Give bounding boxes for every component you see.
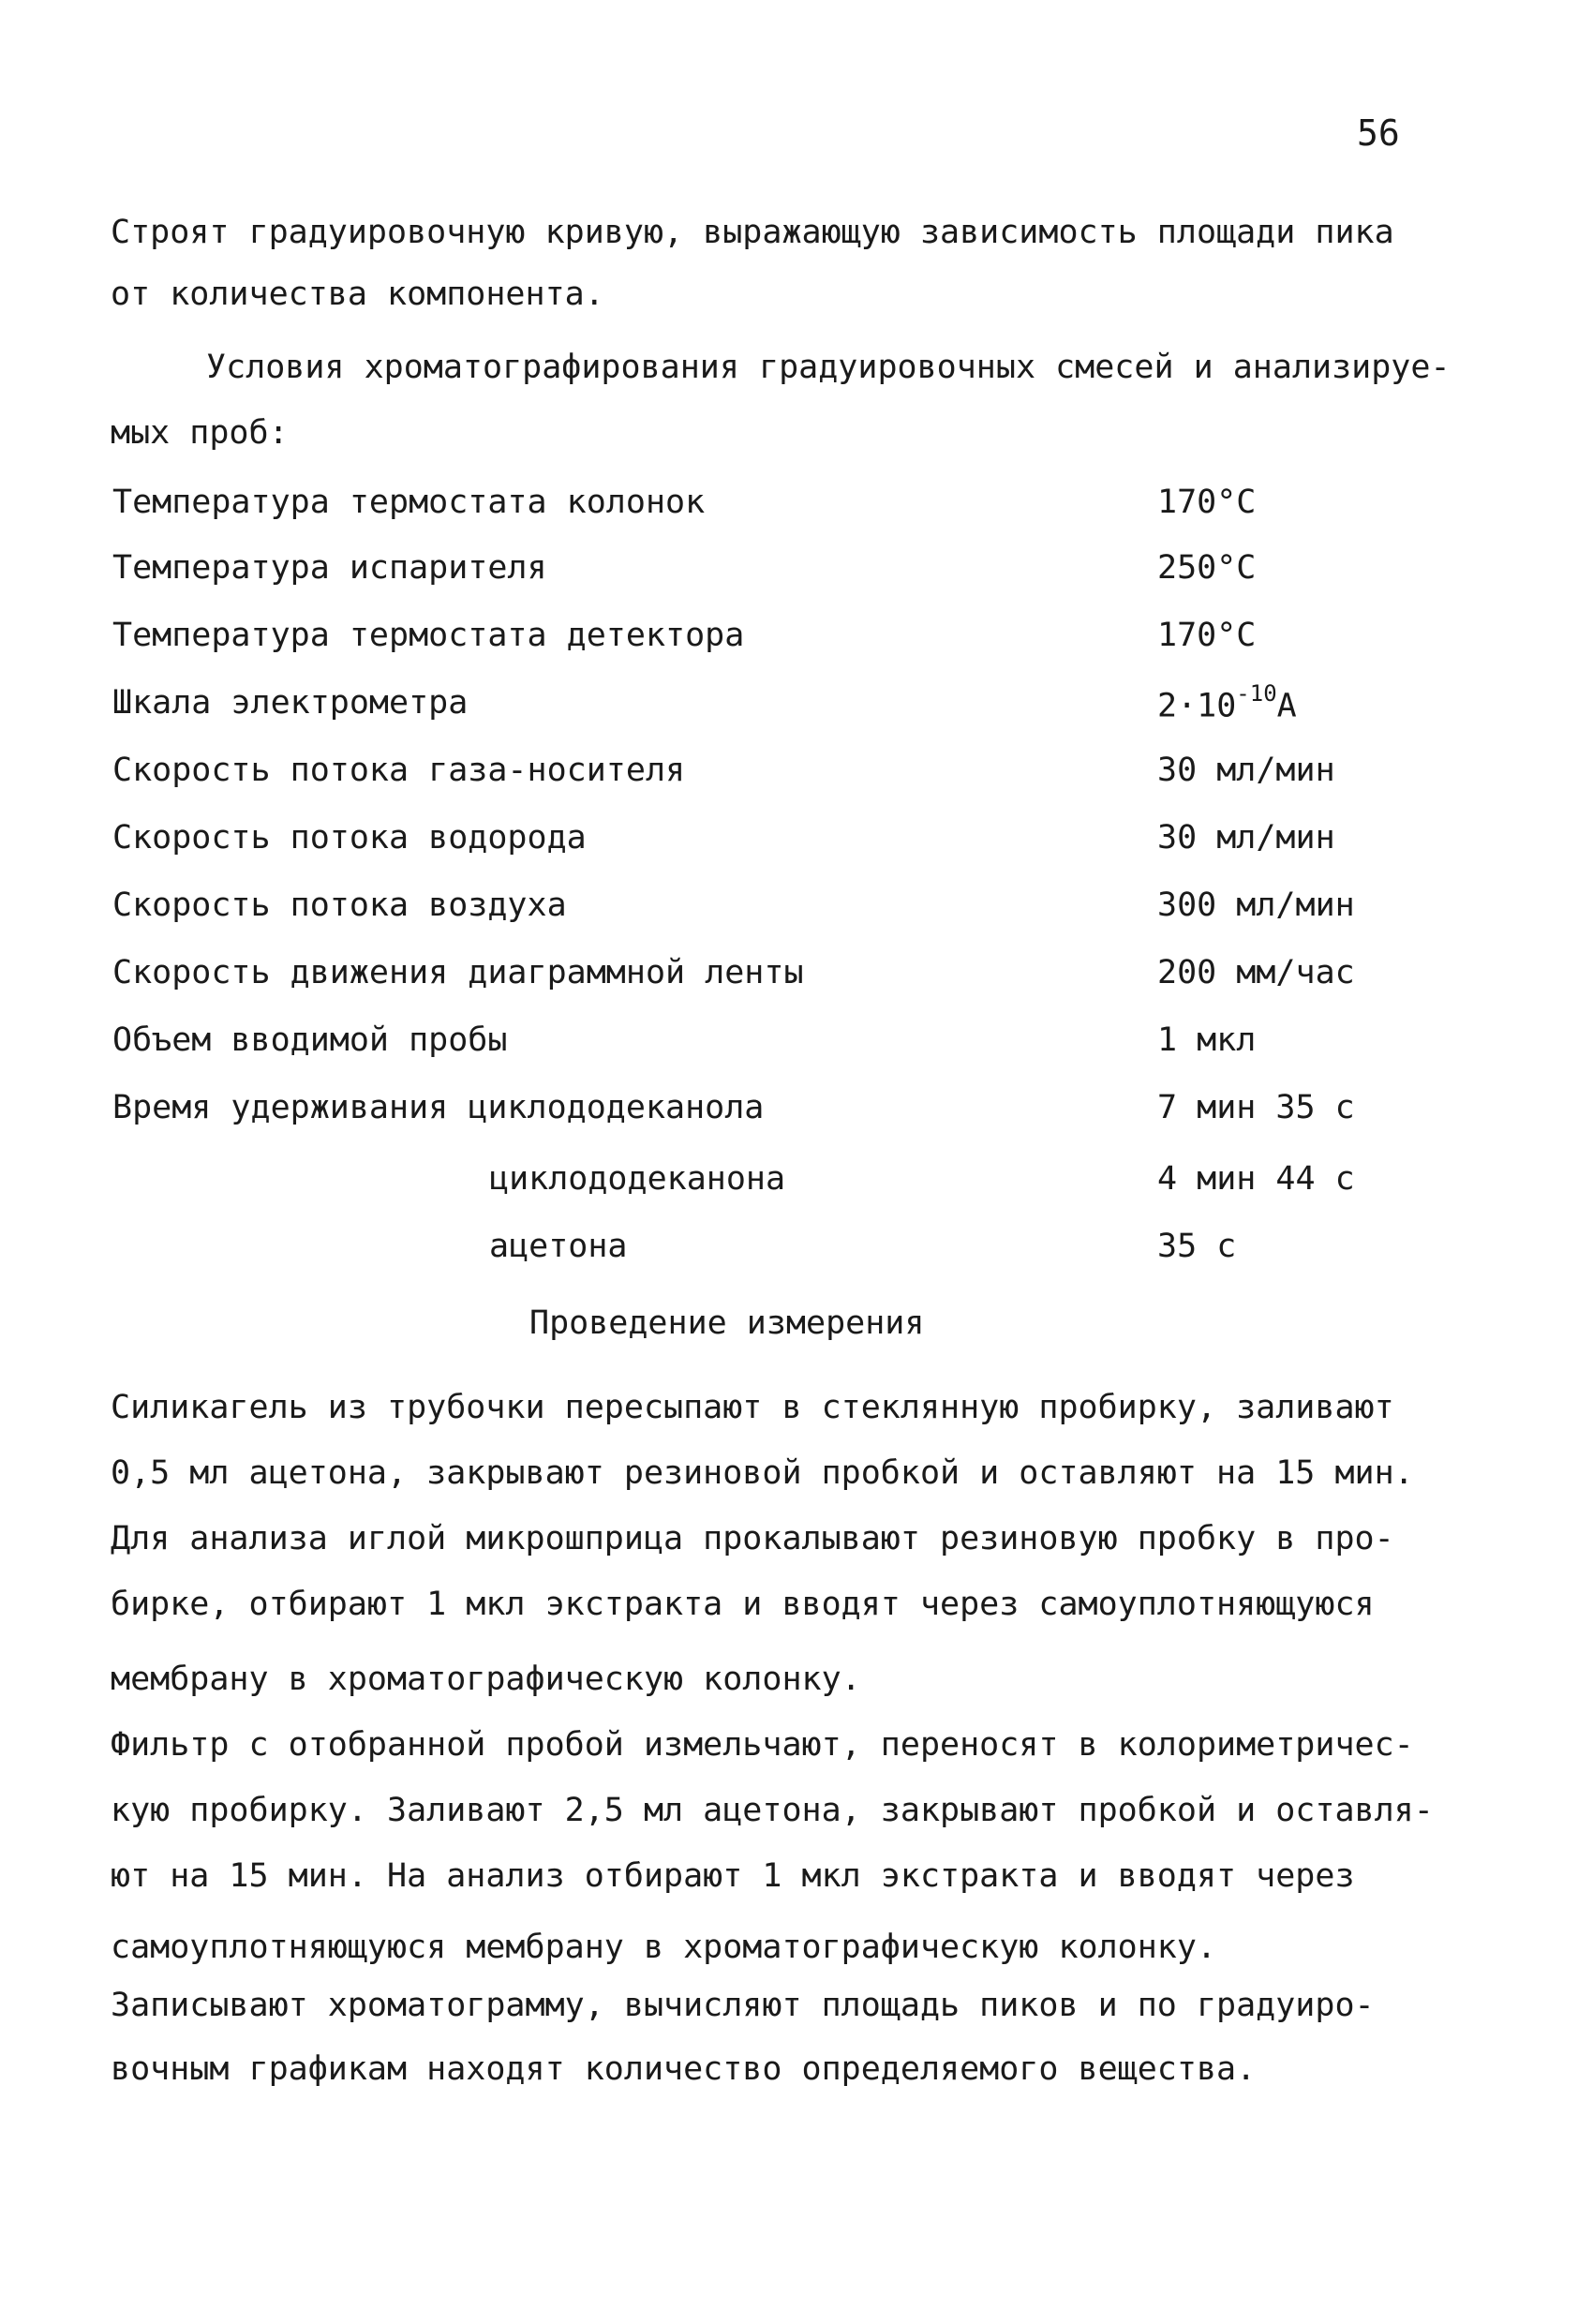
- condition-value-exponent: [1157, 680, 1297, 725]
- condition-value: 1 мкл: [1157, 1021, 1257, 1059]
- paragraph-line: вочным графикам находят количество определяемого вещества.: [111, 2050, 1257, 2088]
- value-exponent: -10: [1236, 680, 1277, 707]
- intro-line-1: Строят градуировочную кривую, выражающую зависимость площади пика: [111, 214, 1394, 251]
- paragraph-line: кую пробирку. Заливают 2,5 мл ацетона, закрывают пробкой и оставля-: [111, 1792, 1434, 1829]
- condition-value: 4 мин 44 с: [1157, 1160, 1355, 1198]
- paragraph-line: самоуплотняющуюся мембрану в хроматографическую колонку.: [111, 1929, 1217, 1966]
- condition-value: 250°С: [1157, 549, 1257, 587]
- condition-value: 170°С: [1157, 617, 1257, 654]
- paragraph-line: Фильтр с отобранной пробой измельчают, переносят в колориметричес-: [111, 1726, 1414, 1764]
- paragraph-line: мембрану в хроматографическую колонку.: [111, 1661, 861, 1698]
- condition-label: Время удерживания циклододеканола: [112, 1089, 765, 1126]
- condition-value: 35 с: [1157, 1228, 1237, 1265]
- condition-value: 30 мл/мин: [1157, 819, 1335, 857]
- paragraph-line: бирке, отбирают 1 мкл экстракта и вводят через самоуплотняющуюся: [111, 1586, 1375, 1623]
- condition-value: 300 мл/мин: [1157, 886, 1355, 924]
- paragraph-line: ют на 15 мин. На анализ отбирают 1 мкл экстракта и вводят через: [111, 1857, 1355, 1895]
- condition-label: Температура термостата колонок: [112, 484, 706, 521]
- paragraph-line: Для анализа иглой микрошприца прокалывают резиновую пробку в про-: [111, 1520, 1394, 1557]
- condition-sublabel: циклододеканона: [489, 1160, 786, 1198]
- value-unit: А: [1276, 687, 1297, 725]
- condition-label: Скорость потока воздуха: [112, 886, 567, 924]
- paragraph-line: Записывают хроматограмму, вычисляют площадь пиков и по градуиро-: [111, 1987, 1375, 2024]
- conditions-intro-line-2: мых проб:: [111, 414, 289, 452]
- condition-value: 30 мл/мин: [1157, 752, 1335, 789]
- condition-label: Шкала электрометра: [112, 684, 469, 722]
- condition-label: Скорость потока газа-носителя: [112, 752, 686, 789]
- section-heading: Проведение измерения: [529, 1304, 925, 1342]
- condition-label: Скорость движения диаграммной ленты: [112, 954, 804, 991]
- condition-value: 200 мм/час: [1157, 954, 1355, 991]
- condition-value: 170°С: [1157, 484, 1257, 521]
- paragraph-line: Силикагель из трубочки пересыпают в стеклянную пробирку, заливают: [111, 1389, 1394, 1426]
- condition-label: Температура испарителя: [112, 549, 547, 587]
- intro-line-2: от количества компонента.: [111, 276, 604, 313]
- condition-label: Скорость потока водорода: [112, 819, 587, 857]
- page-number: 56: [1357, 112, 1400, 154]
- conditions-intro-line-1: Условия хроматографирования градуировочных смесей и анализируе-: [206, 349, 1451, 386]
- condition-label: Температура термостата детектора: [112, 617, 745, 654]
- condition-sublabel: ацетона: [489, 1228, 628, 1265]
- condition-label: Объем вводимой пробы: [112, 1021, 508, 1059]
- paragraph-line: 0,5 мл ацетона, закрывают резиновой пробкой и оставляют на 15 мин.: [111, 1454, 1414, 1492]
- condition-value: 7 мин 35 с: [1157, 1089, 1355, 1126]
- value-base: 2·10: [1157, 687, 1237, 725]
